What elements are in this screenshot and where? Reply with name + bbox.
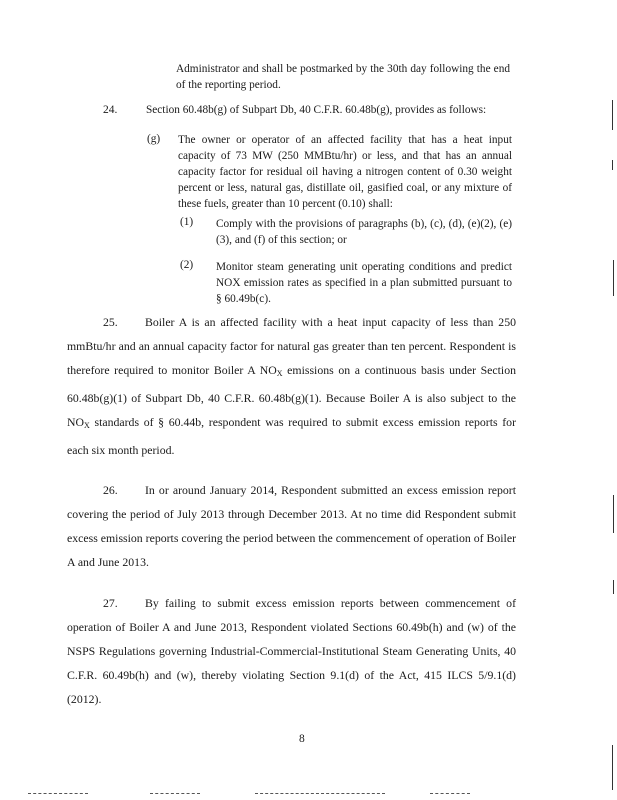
continued-quote: Administrator and shall be postmarked by the 30th day following the end of the reporting period.: [176, 63, 510, 91]
paragraph-27-text: By failing to submit excess emission reports between commencement of operation of Boiler A and June 2013, Respondent violated Sections 60.49b(h) and (w) of the NSPS Regulations governing Industrial-Commercial-Institutional Steam Generating Units, 40 C.F.R. 60.49b(h) and (w), thereby violating Section 9.1(d) of the Act, 415 ILCS 5/9.1(d) (2012).: [67, 596, 516, 706]
paragraph-25-text-a: Boiler A is an affected facility with a heat input capacity of less than 250 mmBtu/hr and an annual capacity factor for natural gas greater than ten percent. Respondent is therefore required to monitor Boiler A NO: [67, 315, 516, 377]
scan-artifact: [150, 793, 200, 795]
paragraph-27-number: 27.: [103, 596, 118, 610]
scan-artifact: [612, 100, 613, 130]
scan-artifact: [430, 793, 470, 795]
page-number: 8: [299, 733, 305, 745]
paragraph-25-text-c: standards of § 60.44b, respondent was required to submit excess emission reports for each six month period.: [67, 415, 516, 457]
paragraph-24-intro: Section 60.48b(g) of Subpart Db, 40 C.F.R. 60.48b(g), provides as follows:: [146, 104, 487, 116]
scan-artifact: [613, 260, 614, 296]
paragraph-25-text-b: emissions on a continuous basis under Section 60.48b(g)(1) of Subpart Db, 40 C.F.R. 60.48b(g)(1). Because Boiler A is also subject to the NO: [67, 363, 517, 429]
scan-artifact: [612, 160, 613, 170]
scan-artifact: [255, 793, 385, 795]
scan-artifact: [28, 793, 88, 795]
paragraph-25-number: 25.: [103, 315, 118, 329]
paragraph-26: [67, 478, 516, 574]
scan-artifact: [613, 495, 614, 533]
subsection-g-text: The owner or operator of an affected facility that has a heat input capacity of 73 MW (250 MMBtu/hr) or less, and that has an annual capacity factor for residual oil having a nitrogen content of 0.30 weight percent or less, natural gas, distillate oil, gasified coal, or any mixture of these fuels, greater than 10 percent (0.10) shall:: [178, 134, 512, 210]
scan-artifact: [613, 580, 614, 594]
item-2-text: Monitor steam generating unit operating conditions and predict NOX emission rates as specified in a plan submitted pursuant to § 60.49b(c).: [216, 261, 512, 305]
nox-subscript: X: [276, 369, 283, 378]
item-2-label: (2): [180, 259, 194, 271]
paragraph-26-number: 26.: [103, 483, 118, 497]
subsection-g-label: (g): [147, 133, 161, 145]
paragraph-24-number: 24.: [103, 104, 118, 116]
paragraph-26-text: In or around January 2014, Respondent submitted an excess emission report covering the period of July 2013 through December 2013. At no time did Respondent submit excess emission reports covering the period between the commencement of operation of Boiler A and June 2013.: [67, 483, 516, 569]
item-1-label: (1): [180, 216, 194, 228]
paragraph-27: [67, 591, 516, 711]
scan-artifact: [612, 745, 613, 790]
paragraph-25: [67, 310, 516, 462]
item-1-text: Comply with the provisions of paragraphs (b), (c), (d), (e)(2), (e)(3), and (f) of this section; or: [216, 218, 512, 246]
nox-subscript: X: [84, 421, 90, 430]
